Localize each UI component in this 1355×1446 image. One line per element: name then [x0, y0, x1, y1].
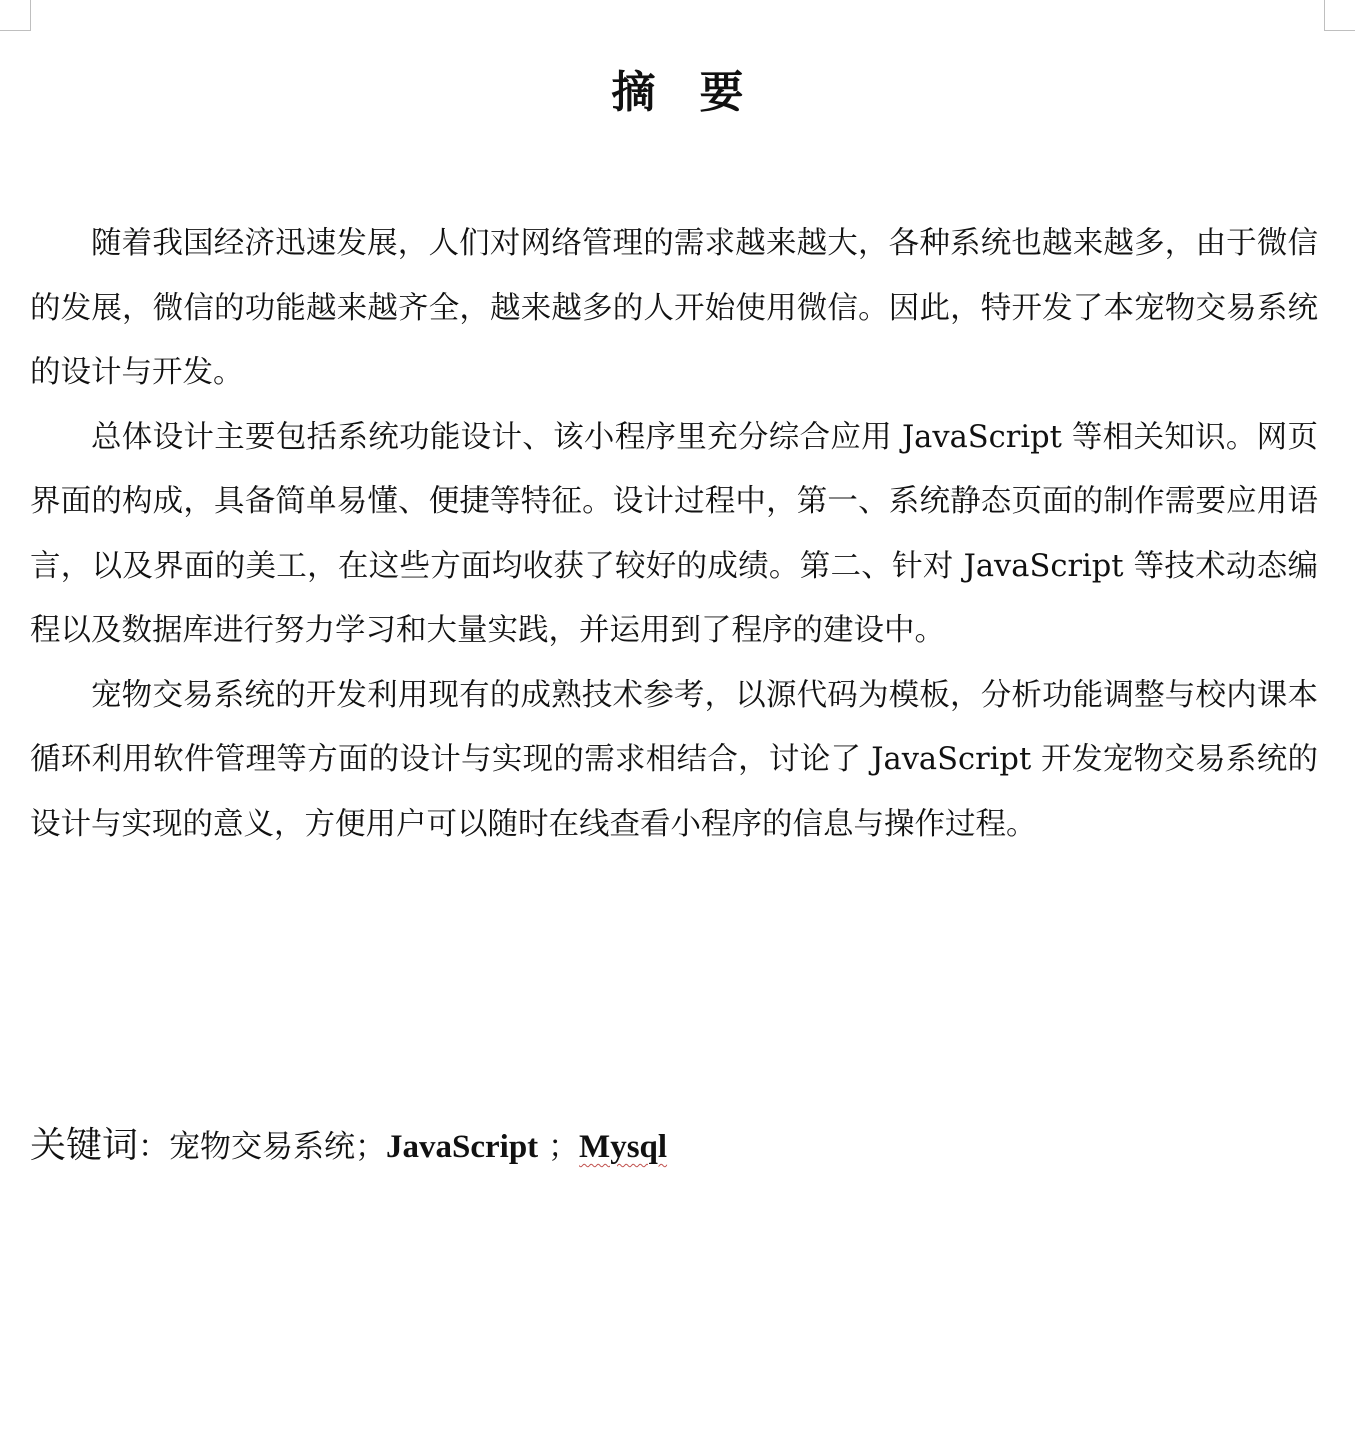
- abstract-body: [30, 212, 1318, 857]
- keywords-separator-1: ；: [355, 1129, 387, 1165]
- keyword-mysql: Mysql: [579, 1129, 668, 1165]
- paragraph-3: 宠物交易系统的开发利用现有的成熟技术参考，以源代码为模板，分析功能调整与校内课本循环利用软件管理等方面的设计与实现的需求相结合，讨论了 JavaScript 开发宠物交易系统的设计与实现的意义，方便用户可以随时在线查看小程序的信息与操作过程。: [30, 677, 1318, 842]
- abstract-title: [0, 56, 1355, 120]
- keyword-pet-trading-system: 宠物交易系统: [169, 1129, 356, 1165]
- keywords-colon: ：: [138, 1129, 170, 1165]
- crop-mark-top-left: [0, 0, 31, 31]
- crop-mark-top-right: [1324, 0, 1355, 31]
- title-char-2: 要: [699, 67, 744, 118]
- paragraph-1: 随着我国经济迅速发展，人们对网络管理的需求越来越大，各种系统也越来越多，由于微信的发展，微信的功能越来越齐全，越来越多的人开始使用微信。因此，特开发了本宠物交易系统的设计与开发。: [30, 226, 1318, 390]
- keywords-line: [30, 1118, 667, 1175]
- title-char-1: 摘: [611, 67, 656, 118]
- keywords-separator-2: ；: [538, 1129, 580, 1165]
- paragraph-2: 总体设计主要包括系统功能设计、该小程序里充分综合应用 JavaScript 等相关知识。网页界面的构成，具备简单易懂、便捷等特征。设计过程中，第一、系统静态页面的制作需要应用语言，以及界面的美工，在这些方面均收获了较好的成绩。第二、针对 JavaScript 等技术动态编程以及数据库进行努力学习和大量实践，并运用到了程序的建设中。: [30, 419, 1318, 648]
- keyword-javascript: JavaScript: [386, 1129, 539, 1165]
- keywords-label: 关键词: [30, 1125, 139, 1166]
